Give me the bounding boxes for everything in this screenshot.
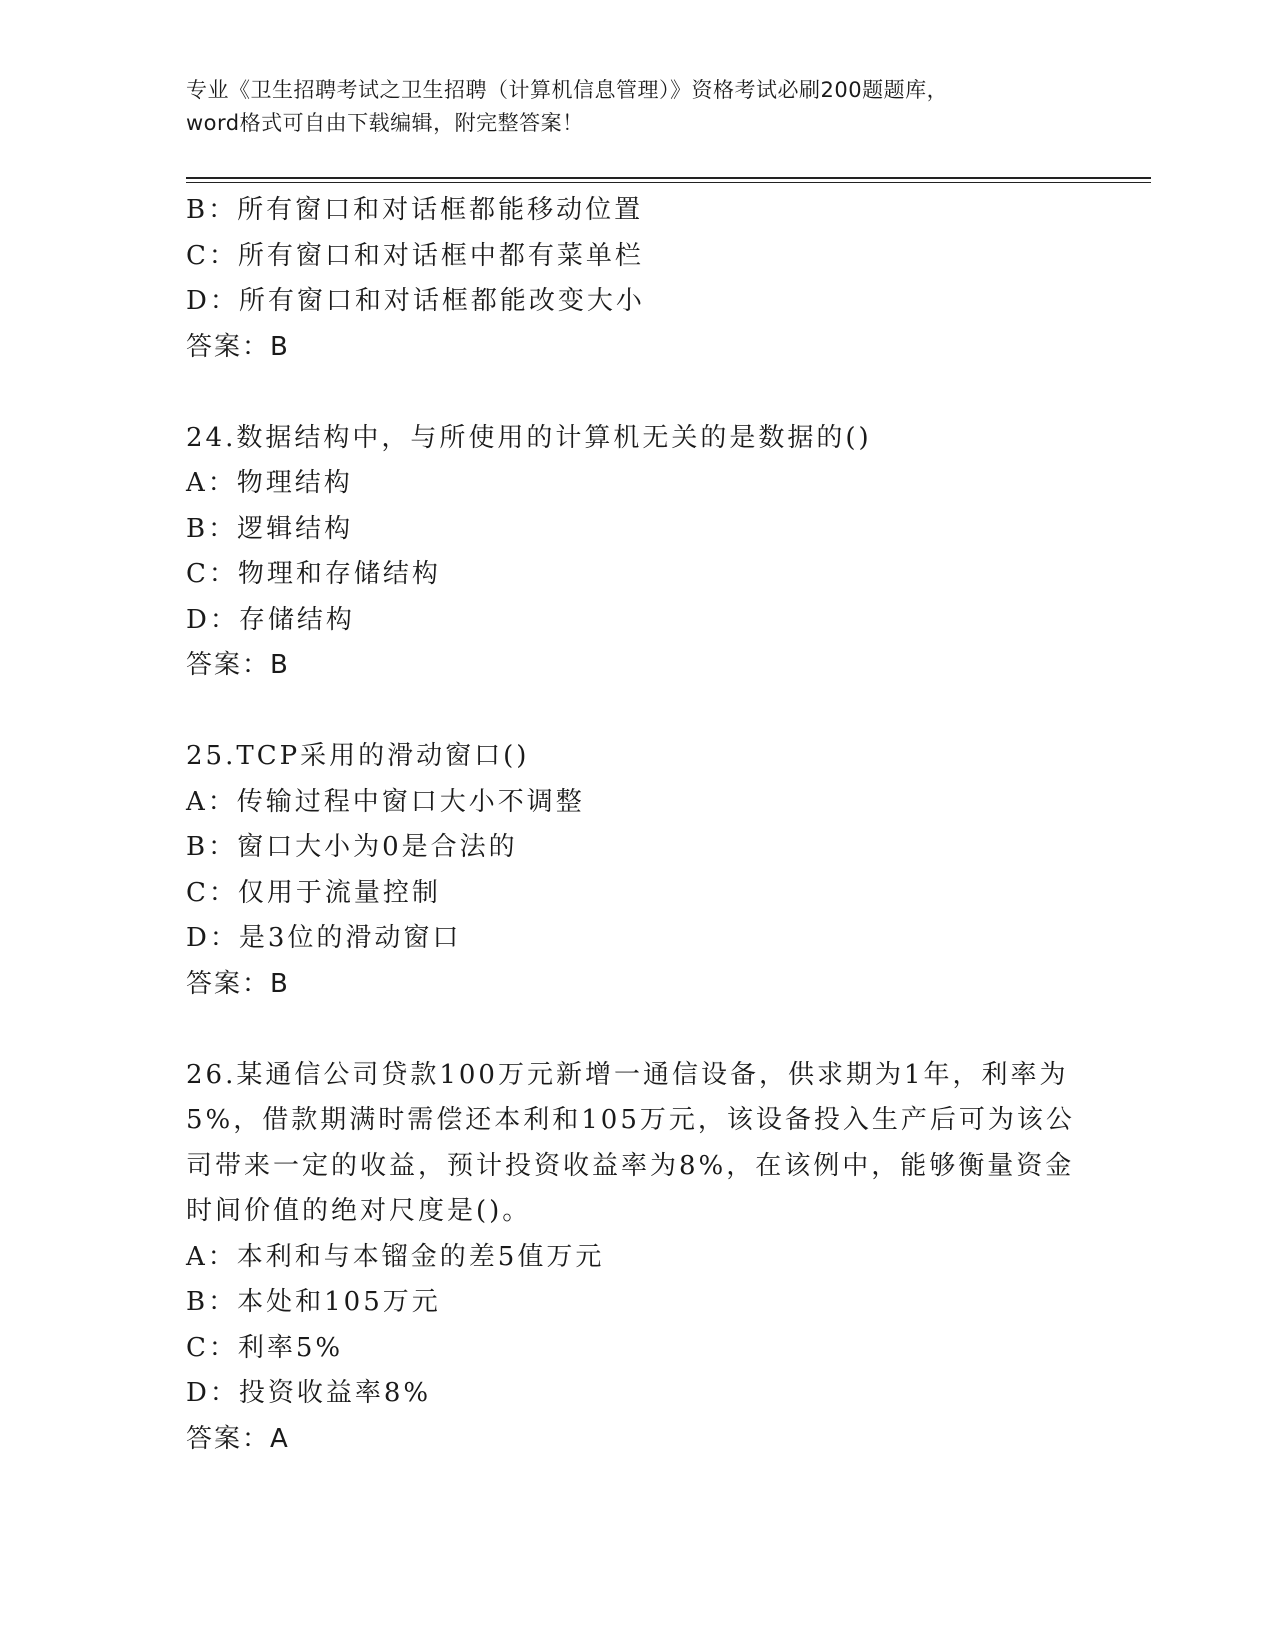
question-title-line-1: 26.某通信公司贷款100万元新增一通信设备，供求期为1年，利率为 <box>186 1059 1069 1090</box>
question-title: 25.TCP采用的滑动窗口() <box>186 741 530 771</box>
spacer <box>186 689 1086 735</box>
option-b: B：逻辑结构 <box>186 513 354 544</box>
option-b: B：窗口大小为0是合法的 <box>186 832 518 862</box>
header-rule-thin <box>186 182 1151 183</box>
document-body <box>186 188 1086 1462</box>
option-a: A：传输过程中窗口大小不调整 <box>186 786 585 817</box>
option-b: B：本处和105万元 <box>186 1287 441 1317</box>
option-c: C：利率5% <box>186 1332 344 1363</box>
option-a: A：本利和与本镏金的差5值万元 <box>186 1241 605 1272</box>
question-23 <box>186 188 1086 370</box>
option-d: D：所有窗口和对话框都能改变大小 <box>186 286 645 316</box>
option-c: C：所有窗口和对话框中都有菜单栏 <box>186 240 644 271</box>
header-rule-thick <box>186 177 1151 179</box>
option-d: D：存储结构 <box>186 604 355 635</box>
question-title-line-3: 司带来一定的收益，预计投资收益率为8%，在该例中，能够衡量资金 <box>186 1150 1075 1181</box>
question-25 <box>186 734 1086 1007</box>
option-d: D：投资收益率8% <box>186 1378 432 1408</box>
question-title-line-4: 时间价值的绝对尺度是()。 <box>186 1196 532 1226</box>
question-title-line-2: 5%，借款期满时需偿还本利和105万元，该设备投入生产后可为该公 <box>186 1105 1075 1135</box>
answer-line: 答案：B <box>186 331 290 362</box>
spacer <box>186 1007 1086 1053</box>
option-c: C：仅用于流量控制 <box>186 877 441 908</box>
answer-line: 答案：B <box>186 968 290 999</box>
question-title: 24.数据结构中，与所使用的计算机无关的是数据的() <box>186 422 872 453</box>
question-24 <box>186 416 1086 689</box>
question-26 <box>186 1053 1086 1463</box>
option-c: C：物理和存储结构 <box>186 559 441 589</box>
header-line-2: word格式可自由下载编辑，附完整答案！ <box>186 111 584 135</box>
document-header <box>186 74 1086 140</box>
spacer <box>186 370 1086 416</box>
header-line-1: 专业《卫生招聘考试之卫生招聘（计算机信息管理）》资格考试必刷200题题库， <box>186 78 949 102</box>
option-d: D：是3位的滑动窗口 <box>186 923 462 953</box>
answer-line: 答案：A <box>186 1423 290 1454</box>
option-a: A：物理结构 <box>186 468 353 498</box>
option-b: B：所有窗口和对话框都能移动位置 <box>186 195 644 225</box>
answer-line: 答案：B <box>186 650 290 680</box>
